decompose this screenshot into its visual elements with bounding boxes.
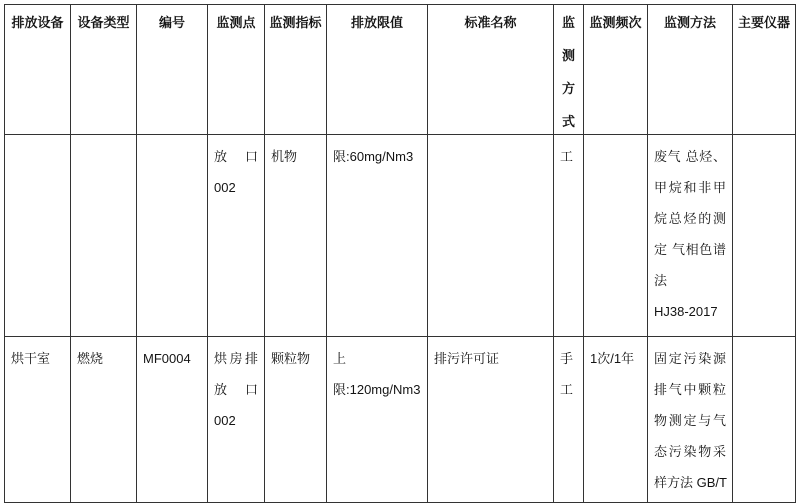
header-emission-limit: 排放限值: [327, 5, 428, 135]
header-monitor-method: 监测方法: [648, 5, 733, 135]
monitor-point-line: 放 口: [214, 382, 258, 397]
method-line: 定 气 相 色 谱: [654, 242, 726, 257]
method-line: 废 气 总 烃 、: [654, 149, 726, 164]
header-monitor-frequency: 监测频次: [584, 5, 648, 135]
header-standard-name: 标准名称: [428, 5, 554, 135]
row2-indicator-cell: 颗粒物: [265, 337, 327, 503]
row1-mode-cell: 工: [554, 135, 584, 337]
row1-monitor-point-cell: [208, 135, 265, 337]
row2-mode-cell: 手工: [554, 337, 584, 503]
row1-device-cell: [5, 135, 71, 337]
row2-device-type-cell: 燃烧: [71, 337, 137, 503]
header-main-instrument: 主要仪器: [733, 5, 796, 135]
header-monitor-indicator: 监测指标: [265, 5, 327, 135]
row1-limit-cell: [327, 135, 428, 337]
row2-device-cell: 烘干室: [5, 337, 71, 503]
row2-instrument-cell: [733, 337, 796, 503]
method-line: 物 测 定 与 气: [654, 413, 726, 428]
method-line: 样方法 GB/T: [654, 475, 727, 490]
row2-monitor-point-cell: [208, 337, 265, 503]
method-line: 固 定 污 染 源: [654, 351, 726, 366]
method-line: 法: [654, 273, 668, 288]
method-line: 排 气 中 颗 粒: [654, 382, 726, 397]
monitor-point-line: 002: [214, 180, 236, 195]
row1-method-cell: [648, 135, 733, 337]
row1-device-type-cell: [71, 135, 137, 337]
monitor-point-line: 002: [214, 413, 236, 428]
limit-line: 上: [333, 351, 347, 366]
row2-limit-cell: [327, 337, 428, 503]
method-line: 烷 总 烃 的 测: [654, 211, 726, 226]
header-monitor-mode: 监测方式: [554, 5, 584, 135]
header-code: 编号: [137, 5, 208, 135]
limit-line: 限:60mg/Nm3: [333, 149, 414, 164]
method-line: 态 污 染 物 采: [654, 444, 726, 459]
row1-standard-cell: [428, 135, 554, 337]
row2-frequency-cell: 1次/1年: [584, 337, 648, 503]
monitor-point-line: 放 口: [214, 149, 258, 164]
header-emission-device: 排放设备: [5, 5, 71, 135]
row1-instrument-cell: [733, 135, 796, 337]
row1-frequency-cell: [584, 135, 648, 337]
row2-method-cell: [648, 337, 733, 503]
method-line: 甲 烷 和 非 甲: [654, 180, 726, 195]
limit-line: 限:120mg/Nm3: [333, 382, 421, 397]
row1-code-cell: [137, 135, 208, 337]
monitor-point-line: 烘 房 排: [214, 351, 258, 366]
header-device-type: 设备类型: [71, 5, 137, 135]
header-monitor-point: 监测点: [208, 5, 265, 135]
row2-standard-cell: 排污许可证: [428, 337, 554, 503]
row2-code-cell: MF0004: [137, 337, 208, 503]
method-line: HJ38-2017: [654, 304, 718, 319]
row1-indicator-cell: 机物: [265, 135, 327, 337]
monitoring-table: [4, 4, 796, 503]
